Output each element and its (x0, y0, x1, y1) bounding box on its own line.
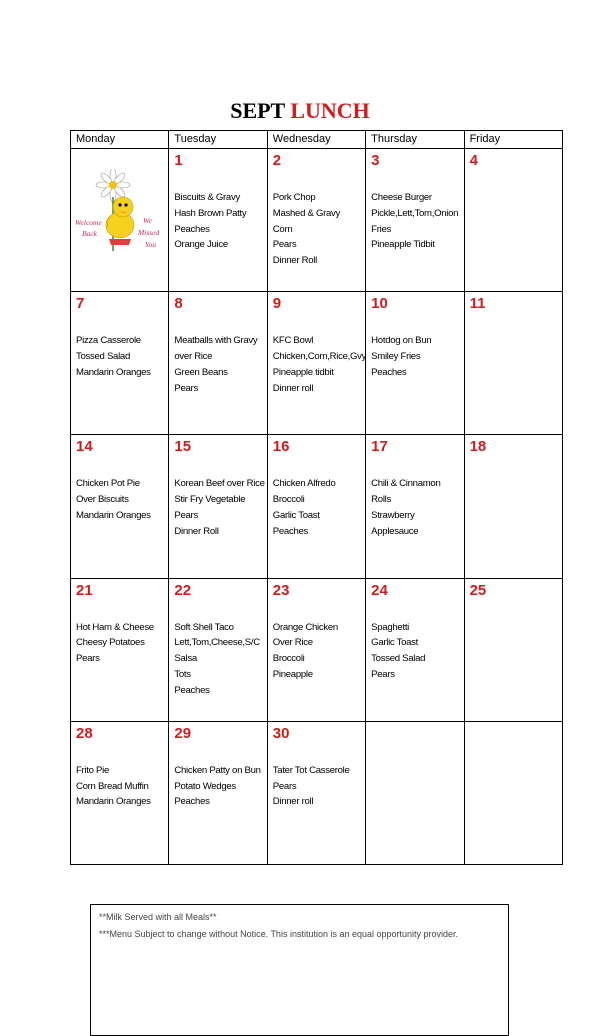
disclaimer-note: ***Menu Subject to change without Notice. This institution is an equal opportunity provider. (99, 929, 459, 939)
menu-item: Pineapple tidbit (272, 366, 334, 378)
calendar-day-cell-tuesday (169, 292, 267, 435)
menu-items (174, 333, 264, 396)
calendar-day-cell-wednesday (267, 149, 365, 292)
day-number: 15 (174, 438, 192, 456)
menu-item: Pears (174, 382, 198, 394)
svg-text:Missed: Missed (138, 228, 160, 237)
calendar-day-cell-wednesday (267, 292, 365, 435)
day-number: 25 (469, 581, 487, 599)
calendar-day-cell-friday (464, 721, 562, 864)
calendar-day-cell-thursday (366, 292, 464, 435)
weekday-header-friday: Friday (464, 131, 562, 149)
weekday-header-wednesday: Wednesday (267, 131, 365, 149)
menu-item: Broccoli (272, 653, 305, 665)
menu-items (174, 620, 264, 699)
menu-items (371, 190, 461, 253)
menu-item: Mandarin Oranges (76, 796, 151, 808)
day-number: 14 (76, 438, 93, 456)
calendar-day-cell-friday (464, 578, 562, 721)
menu-item: Garlic Toast (371, 637, 419, 649)
menu-item: Hash Brown Patty (174, 207, 247, 219)
menu-item: Biscuits & Gravy (174, 192, 240, 203)
menu-item: Mashed & Gravy (272, 207, 341, 219)
menu-item: Soft Shell Taco (174, 621, 234, 633)
menu-item: Mandarin Oranges (76, 366, 151, 378)
menu-items (273, 620, 363, 683)
calendar-week-row (71, 721, 563, 864)
menu-items (272, 333, 367, 396)
menu-items (273, 476, 363, 539)
menu-item: Tater Tot Casserole (272, 764, 350, 776)
menu-item: Green Beans (174, 366, 228, 378)
menu-item: over Rice (174, 350, 213, 362)
day-number: 30 (272, 724, 290, 742)
calendar-week-row (71, 292, 563, 435)
menu-item: Korean Beef over Rice (174, 478, 265, 490)
calendar-day-cell-wednesday (267, 578, 365, 721)
calendar-day-cell-monday (71, 721, 169, 864)
calendar-day-cell-friday (464, 292, 562, 435)
menu-item: Pineapple (272, 668, 313, 680)
menu-item: Chicken Pot Pie (76, 478, 140, 490)
menu-items (76, 763, 166, 810)
calendar-day-cell-wednesday (267, 721, 365, 864)
day-number: 8 (174, 295, 183, 313)
menu-item: Over Biscuits (76, 494, 129, 506)
calendar-day-cell-friday (464, 435, 562, 578)
day-number: 28 (76, 724, 93, 742)
menu-item: Applesauce (371, 525, 419, 537)
menu-item: Salsa (174, 653, 197, 665)
milk-note: **Milk Served with all Meals** (99, 912, 217, 922)
menu-item: Dinner roll (272, 382, 314, 394)
menu-items (371, 333, 461, 380)
menu-item: Broccoli (272, 494, 305, 506)
welcome-back-graphic (75, 169, 171, 259)
menu-item: Frito Pie (76, 764, 110, 776)
svg-text:Welcome: Welcome (75, 218, 102, 227)
calendar-day-cell-tuesday (169, 149, 267, 292)
menu-item: Tossed Salad (371, 653, 426, 665)
day-number: 18 (469, 438, 487, 456)
menu-item: Rolls (371, 494, 391, 506)
menu-item: Garlic Toast (272, 509, 320, 521)
calendar-day-cell-thursday (366, 578, 464, 721)
calendar-day-cell-tuesday (169, 435, 267, 578)
day-number: 4 (469, 152, 478, 169)
calendar-day-cell-monday (71, 149, 169, 292)
menu-item: Orange Chicken (272, 621, 338, 633)
menu-items (76, 620, 166, 667)
menu-item: Pears (272, 780, 297, 792)
day-number: 29 (174, 724, 192, 742)
menu-item: Corn Bread Muffin (76, 780, 149, 792)
menu-item: Pears (76, 653, 100, 665)
day-number: 16 (272, 438, 290, 456)
calendar-day-cell-thursday (366, 435, 464, 578)
calendar-day-cell-monday (71, 435, 169, 578)
menu-items (371, 620, 461, 683)
menu-item: Peaches (174, 796, 210, 808)
day-number: 11 (469, 295, 486, 313)
day-number: 10 (371, 295, 388, 313)
menu-items (371, 476, 461, 539)
weekday-header-row (71, 131, 563, 149)
title-month: SEPT (230, 98, 285, 123)
calendar-day-cell-tuesday (169, 721, 267, 864)
calendar-day-cell-monday (71, 578, 169, 721)
menu-item: KFC Bowl (272, 335, 314, 347)
calendar-day-cell-tuesday (169, 578, 267, 721)
menu-item: Chicken,Corn,Rice,Gvy (272, 350, 367, 362)
calendar-day-cell-thursday (366, 721, 464, 864)
day-number: 3 (371, 152, 380, 169)
menu-item: Cheesy Potatoes (76, 637, 145, 649)
calendar-day-cell-thursday (366, 149, 464, 292)
menu-item: Pears (371, 668, 395, 680)
svg-text:We: We (143, 216, 152, 225)
menu-item: Pork Chop (272, 192, 316, 203)
menu-item: Orange Juice (174, 239, 228, 251)
menu-item: Tots (174, 668, 191, 680)
menu-item: Chili & Cinnamon (371, 478, 441, 490)
day-number: 22 (174, 581, 192, 599)
menu-items (76, 333, 166, 380)
svg-text:You: You (145, 240, 156, 249)
day-number: 7 (76, 295, 85, 313)
menu-item: Chicken Patty on Bun (174, 764, 261, 776)
menu-items (174, 190, 264, 253)
menu-item: Mandarin Oranges (76, 509, 151, 521)
menu-item: Peaches (174, 223, 210, 235)
menu-item: Over Rice (272, 637, 313, 649)
notes-box (90, 904, 509, 1036)
menu-item: Dinner roll (272, 796, 314, 808)
menu-item: Spaghetti (371, 621, 410, 633)
menu-item: Hotdog on Bun (371, 335, 432, 347)
menu-item: Strawberry (371, 509, 415, 521)
menu-items (174, 763, 264, 810)
title-lunch: LUNCH (290, 98, 370, 123)
duck-icon (106, 197, 134, 245)
day-number: 9 (272, 295, 282, 313)
day-number: 21 (76, 581, 93, 599)
menu-items (76, 476, 166, 523)
menu-items (273, 763, 363, 810)
calendar-week-row (71, 435, 563, 578)
menu-item: Lett,Tom,Cheese,S/C (174, 637, 260, 649)
menu-item: Chicken Alfredo (272, 478, 336, 490)
menu-items (273, 190, 363, 269)
menu-item: Fries (371, 223, 391, 235)
calendar-day-cell-wednesday (267, 435, 365, 578)
calendar-week-row (71, 578, 563, 721)
menu-item: Hot Ham & Cheese (76, 621, 154, 633)
menu-items (174, 476, 264, 539)
menu-item: Corn (272, 223, 293, 235)
calendar-day-cell-monday (71, 292, 169, 435)
menu-item: Cheese Burger (371, 192, 432, 203)
svg-text:Back: Back (82, 229, 97, 238)
lunch-calendar (70, 130, 563, 865)
weekday-header-thursday: Thursday (366, 131, 464, 149)
day-number: 23 (272, 581, 290, 599)
calendar-week-row (71, 149, 563, 292)
menu-item: Stir Fry Vegetable (174, 494, 246, 506)
page-title (0, 98, 600, 124)
menu-item: Peaches (174, 684, 210, 696)
menu-item: Tossed Salad (76, 350, 130, 362)
day-number: 2 (272, 152, 282, 169)
weekday-header-tuesday: Tuesday (169, 131, 267, 149)
menu-item: Peaches (272, 525, 309, 537)
menu-item: Pears (272, 239, 297, 251)
calendar-day-cell-friday (464, 149, 562, 292)
menu-item: Smiley Fries (371, 350, 421, 362)
menu-item: Meatballs with Gravy (174, 335, 258, 347)
menu-item: Pickle,Lett,Tom,Onion (371, 207, 459, 219)
weekday-header-monday: Monday (71, 131, 169, 149)
menu-item: Pineapple Tidbit (371, 239, 435, 251)
menu-item: Dinner Roll (174, 525, 219, 537)
menu-item: Pears (174, 509, 198, 521)
menu-item: Potato Wedges (174, 780, 236, 792)
menu-item: Pizza Casserole (76, 335, 141, 347)
day-number: 17 (371, 438, 388, 456)
menu-item: Dinner Roll (272, 255, 317, 267)
menu-item: Peaches (371, 366, 407, 378)
day-number: 24 (371, 581, 388, 599)
day-number: 1 (174, 152, 183, 169)
